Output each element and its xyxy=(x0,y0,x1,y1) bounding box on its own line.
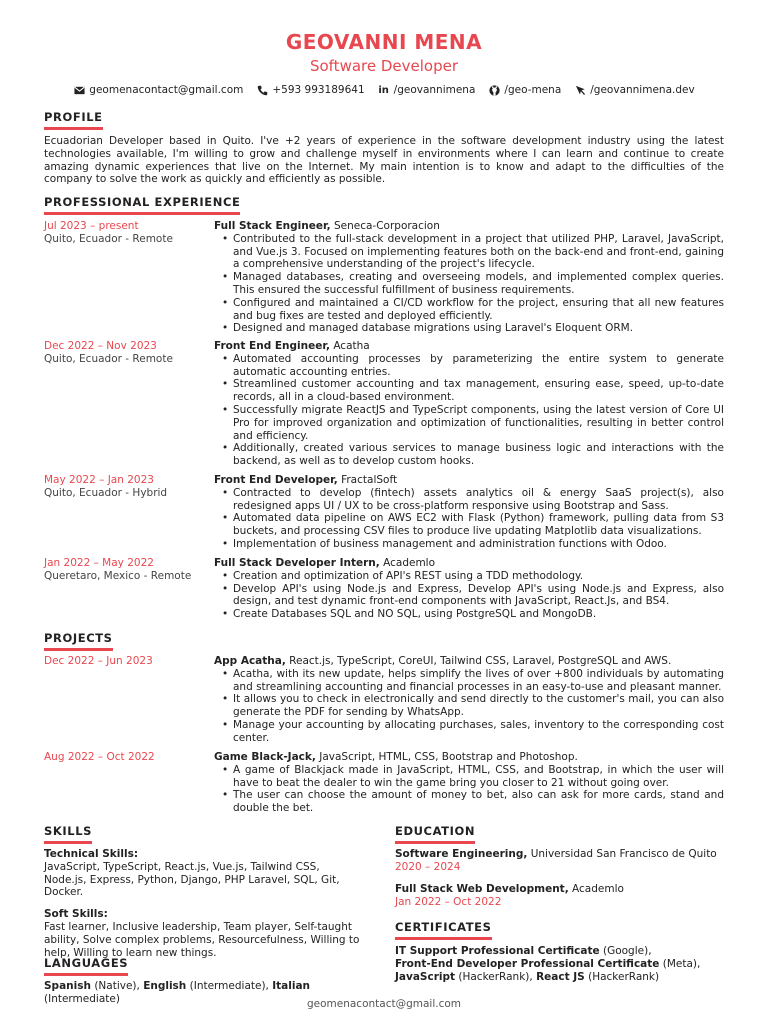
skills-section xyxy=(44,848,364,959)
experience-bullet: • Managed databases, creating and overseeing models, and implemented complex queries. This ensured the successful fulfillment of business requirements. xyxy=(233,271,724,297)
languages-heading xyxy=(44,956,128,976)
contact-phone-text: +593 993189641 xyxy=(272,84,365,96)
experience-bullet: • Contracted to develop (fintech) assets analytics oil & energy SaaS project(s), also redesigned apps UI / UX to be cross-platform responsive using Bootstrap and Sass. xyxy=(233,487,724,513)
footer-email[interactable]: geomenacontact@gmail.com xyxy=(306,998,462,1010)
language-name: Italian xyxy=(272,980,311,992)
experience-date: May 2022 – Jan 2023 xyxy=(44,474,154,486)
experience-heading xyxy=(44,195,240,215)
project-bullet: • Manage your accounting by allocating purchases, sales, inventory to the corresponding cost center. xyxy=(233,719,724,745)
profile-heading-underline xyxy=(44,127,103,130)
certificate-issuer: (HackerRank) xyxy=(588,970,660,983)
experience-bullet: • Automated accounting processes by parameterizing the entire system to generate automatic accounting entries. xyxy=(233,353,724,379)
language-name: English xyxy=(143,980,187,992)
education-item xyxy=(395,883,724,909)
contact-github-text: /geo-mena xyxy=(504,84,562,96)
contact-github[interactable] xyxy=(488,84,561,96)
project-bullet: • It allows you to check in electronically and send directly to the customer's mail, you can also generate the PDF for sending by WhatsApp. xyxy=(233,693,724,719)
experience-company: Acatha xyxy=(333,340,370,352)
certificates-heading xyxy=(395,920,492,940)
contact-email-text: geomenacontact@gmail.com xyxy=(89,84,244,96)
experience-role: Front End Developer, xyxy=(214,474,338,486)
projects-heading xyxy=(44,631,113,651)
experience-company: Academlo xyxy=(383,557,436,569)
certificate-name: Front-End Developer Professional Certificate xyxy=(395,957,660,970)
skills-heading-text: SKILLS xyxy=(44,824,93,838)
certificates-list xyxy=(395,945,724,983)
certificates-heading-underline xyxy=(395,937,492,940)
education-date: 2020 – 2024 xyxy=(395,860,461,873)
experience-bullet: • Automated data pipeline on AWS EC2 with Flask (Python) framework, pulling data from S3 buckets, and processing CSV files to produce live updating Matplotlib data visualizations. xyxy=(233,512,724,538)
certificate-name: React JS xyxy=(536,970,585,983)
experience-role: Full Stack Developer Intern, xyxy=(214,557,380,569)
experience-date: Dec 2022 – Nov 2023 xyxy=(44,340,157,352)
soft-skills-text: Fast learner, Inclusive leadership, Team player, Self-taught ability, Solve complex problems, Resourcefulness, Willing to help, Willing to learn new things. xyxy=(44,920,360,959)
resume-page xyxy=(44,0,724,1024)
technical-skills-label: Technical Skills: xyxy=(44,848,139,860)
phone-icon xyxy=(256,84,268,96)
experience-location: Quito, Ecuador - Remote xyxy=(44,353,173,365)
experience-date: Jul 2023 – present xyxy=(44,220,139,232)
certificate-issuer: (Meta), xyxy=(662,957,701,970)
experience-bullet: • Contributed to the full-stack development in a project that utilized PHP, Laravel, JavaScript, and Vue.js 3. Focused on implementing features both on the back-end and front-end, gaining a comprehensive understanding of the project's lifecycle. xyxy=(233,233,724,271)
education-item xyxy=(395,848,724,874)
language-level: (Intermediate) xyxy=(44,992,120,1005)
certificates-heading-text: CERTIFICATES xyxy=(395,920,492,934)
project-bullet: • Acatha, with its new update, helps simplify the lives of over +800 individuals by automating and streamlining accounting and financial processes in an easy-to-use and pleasant manner. xyxy=(233,668,724,694)
experience-date: Jan 2022 – May 2022 xyxy=(44,557,154,569)
contact-linkedin-text: /geovannimena xyxy=(393,84,476,96)
github-icon xyxy=(488,84,500,96)
project-bullet: • The user can choose the amount of money to bet, also can ask for more cards, stand and double the bet. xyxy=(233,789,724,815)
contact-email[interactable] xyxy=(73,84,243,96)
experience-bullet: • Designed and managed database migrations using Laravel's Eloquent ORM. xyxy=(233,322,724,335)
contact-bar xyxy=(44,84,724,96)
education-date: Jan 2022 – Oct 2022 xyxy=(395,895,502,908)
contact-website-text: /geovannimena.dev xyxy=(590,84,695,96)
experience-location: Quito, Ecuador - Hybrid xyxy=(44,487,168,499)
profile-text: Ecuadorian Developer based in Quito. I've +2 years of experience in the software development industry using the latest technologies available, I'm willing to grow and challenge myself in environments where I can learn and continue to create amazing dynamic experiences that live on the Internet. My main intention is to know and adapt to the difficulties of the company to solve the work as quickly and efficiently as possible. xyxy=(44,135,724,186)
project-name: Game Black-Jack, xyxy=(214,751,316,763)
languages-heading-text: LANGUAGES xyxy=(44,956,129,970)
experience-location: Queretaro, Mexico - Remote xyxy=(44,570,192,582)
education-heading xyxy=(395,824,475,844)
email-icon xyxy=(73,84,85,96)
project-stack: JavaScript, HTML, CSS, Bootstrap and Photoshop. xyxy=(319,751,578,763)
experience-bullet: • Configured and maintained a CI/CD workflow for the project, ensuring that all new features and bug fixes are tested and deployed efficiently. xyxy=(233,297,724,323)
soft-skills-label: Soft Skills: xyxy=(44,908,108,921)
education-degree: Software Engineering, xyxy=(395,848,528,860)
contact-phone[interactable] xyxy=(256,84,364,96)
technical-skills-text: JavaScript, TypeScript, React.js, Vue.js, Tailwind CSS, Node.js, Express, Python, Django, PHP Laravel, SQL, Git, Docker. xyxy=(44,860,340,899)
projects-heading-text: PROJECTS xyxy=(44,631,113,645)
experience-bullet: • Creation and optimization of API's REST using a TDD methodology. xyxy=(233,570,724,583)
projects-heading-underline xyxy=(44,648,113,651)
education-school: Academlo xyxy=(572,883,624,895)
contact-linkedin[interactable] xyxy=(378,84,476,96)
language-level: (Native), xyxy=(94,980,140,992)
languages-heading-underline xyxy=(44,973,128,976)
certificate-name: JavaScript xyxy=(395,970,456,983)
certificate-issuer: (HackerRank), xyxy=(458,970,533,983)
education-heading-text: EDUCATION xyxy=(395,824,476,838)
experience-bullet: • Develop API's using Node.js and Express, Develop API's using Node.js and Express, also design, and test dynamic front-end components with JavaScript, React.Js, and BS4. xyxy=(233,583,724,609)
education-school: Universidad San Francisco de Quito xyxy=(530,848,717,860)
project-date: Dec 2022 – Jun 2023 xyxy=(44,655,153,667)
experience-bullet: • Implementation of business management and administration functions with Odoo. xyxy=(233,538,724,551)
certificate-issuer: (Google), xyxy=(602,945,652,957)
website-icon xyxy=(574,84,586,96)
candidate-title: Software Developer xyxy=(309,57,459,75)
profile-heading xyxy=(44,110,103,130)
experience-bullet: • Additionally, created various services to manage business logic and interactions with the backend, as well as to develop custom hooks. xyxy=(233,442,724,468)
project-bullet: • A game of Blackjack made in JavaScript, HTML, CSS, and Bootstrap, in which the user will have to beat the dealer to win the game bring you closer to 21 without going over. xyxy=(233,764,724,790)
experience-role: Front End Engineer, xyxy=(214,340,330,352)
experience-heading-underline xyxy=(44,212,240,215)
experience-bullet: • Create Databases SQL and NO SQL, using PostgreSQL and MongoDB. xyxy=(233,608,724,621)
skills-heading-underline xyxy=(44,841,92,844)
experience-company: FractalSoft xyxy=(341,474,398,486)
experience-location: Quito, Ecuador - Remote xyxy=(44,233,173,245)
candidate-name: GEOVANNI MENA xyxy=(285,30,483,54)
project-name: App Acatha, xyxy=(214,655,286,667)
education-degree: Full Stack Web Development, xyxy=(395,883,569,895)
project-date: Aug 2022 – Oct 2022 xyxy=(44,751,155,763)
certificate-name: IT Support Professional Certificate xyxy=(395,945,600,957)
experience-company: Seneca-Corporacion xyxy=(333,220,440,232)
linkedin-icon: in xyxy=(378,84,389,96)
project-stack: React.js, TypeScript, CoreUI, Tailwind CSS, Laravel, PostgreSQL and AWS. xyxy=(289,655,672,667)
experience-heading-text: PROFESSIONAL EXPERIENCE xyxy=(44,195,241,209)
profile-heading-text: PROFILE xyxy=(44,110,103,124)
language-name: Spanish xyxy=(44,980,91,992)
education-heading-underline xyxy=(395,841,475,844)
contact-website[interactable] xyxy=(574,84,694,96)
language-level: (Intermediate), xyxy=(189,980,269,992)
skills-heading xyxy=(44,824,92,844)
experience-bullet: • Successfully migrate ReactJS and TypeScript components, using the latest version of Core UI Pro for improved organization and optimization of functionalities, resulting in better control and efficiency. xyxy=(233,404,724,442)
experience-bullet: • Streamlined customer accounting and tax management, ensuring ease, speed, up-to-date records, all in a cloud-based environment. xyxy=(233,378,724,404)
experience-role: Full Stack Engineer, xyxy=(214,220,331,232)
